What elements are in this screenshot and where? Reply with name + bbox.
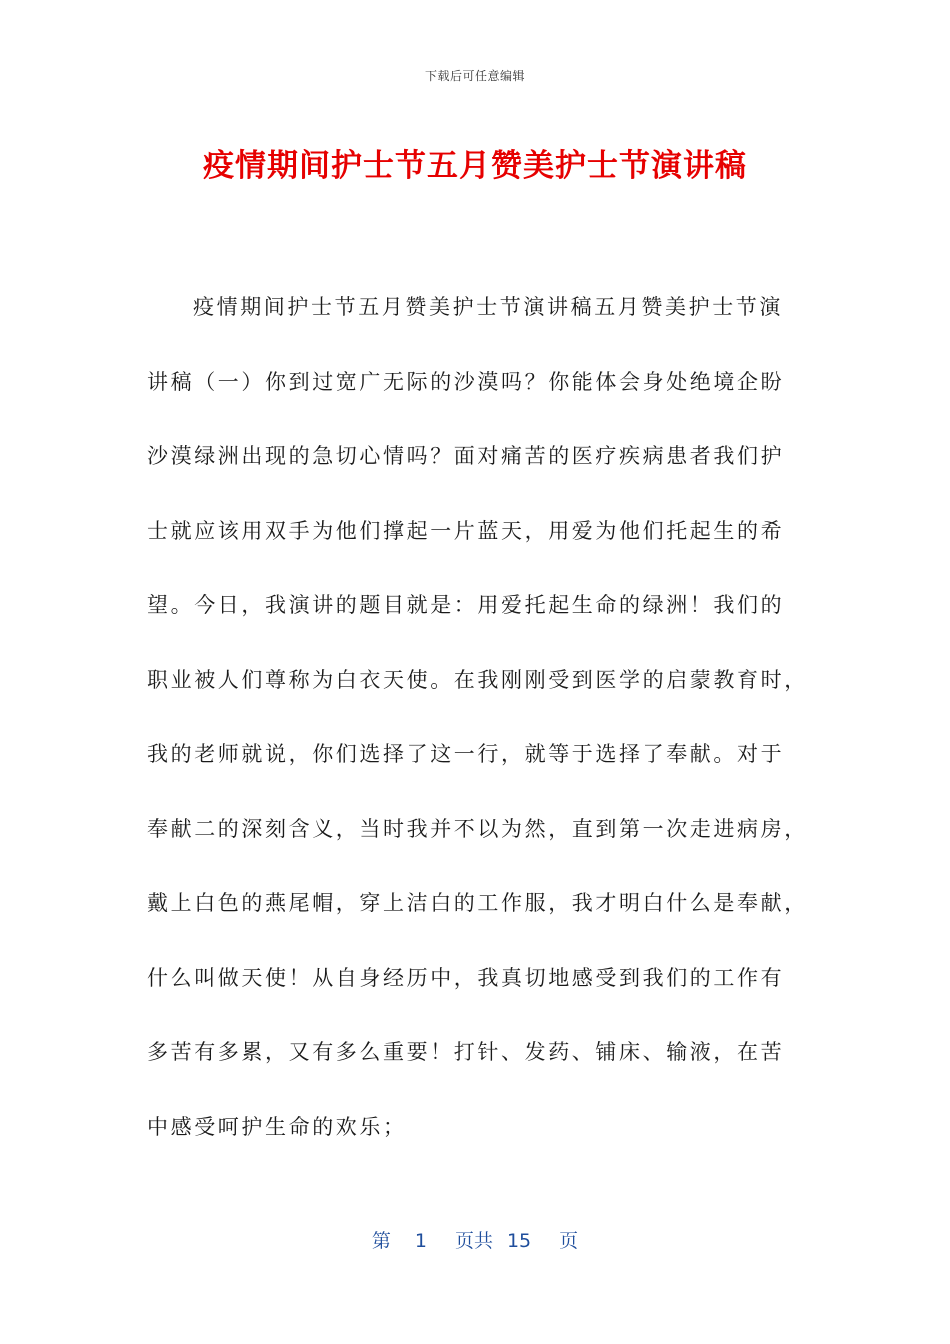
footer-page-mid: 页共 (454, 1230, 493, 1252)
footer-page-number: 1 (414, 1230, 427, 1252)
footer-page-prefix: 第 (371, 1230, 391, 1252)
body-line: 沙漠绿洲出现的急切心情吗？面对痛苦的医疗疾病患者我们护 (147, 444, 785, 468)
header-note: 下载后可任意编辑 (424, 69, 525, 83)
page-footer (0, 1226, 950, 1253)
body-line: 多苦有多累，又有多么重要！打针、发药、铺床、输液，在苦 (147, 1040, 785, 1064)
document-title: 疫情期间护士节五月赞美护士节演讲稿 (203, 148, 747, 184)
body-line: 疫情期间护士节五月赞美护士节演讲稿五月赞美护士节演 (193, 295, 783, 319)
body-line: 职业被人们尊称为白衣天使。在我刚刚受到医学的启蒙教育时， (147, 667, 808, 692)
body-line: 中感受呵护生命的欢乐； (147, 1114, 407, 1139)
body-line: 奉献二的深刻含义，当时我并不以为然，直到第一次走进病房， (147, 816, 808, 841)
footer-page-suffix: 页 (559, 1230, 579, 1252)
body-line: 望。今日，我演讲的题目就是：用爱托起生命的绿洲！我们的 (147, 593, 785, 617)
body-line: 士就应该用双手为他们撑起一片蓝天，用爱为他们托起生的希 (147, 518, 785, 543)
body-paragraph (147, 270, 807, 1164)
footer-total-pages: 15 (506, 1230, 532, 1252)
body-line: 戴上白色的燕尾帽，穿上洁白的工作服，我才明白什么是奉献， (147, 891, 808, 915)
body-line: 讲稿（一）你到过宽广无际的沙漠吗？你能体会身处绝境企盼 (147, 369, 785, 394)
body-line: 我的老师就说，你们选择了这一行，就等于选择了奉献。对于 (147, 742, 785, 766)
body-line: 什么叫做天使！从自身经历中，我真切地感受到我们的工作有 (147, 965, 785, 990)
